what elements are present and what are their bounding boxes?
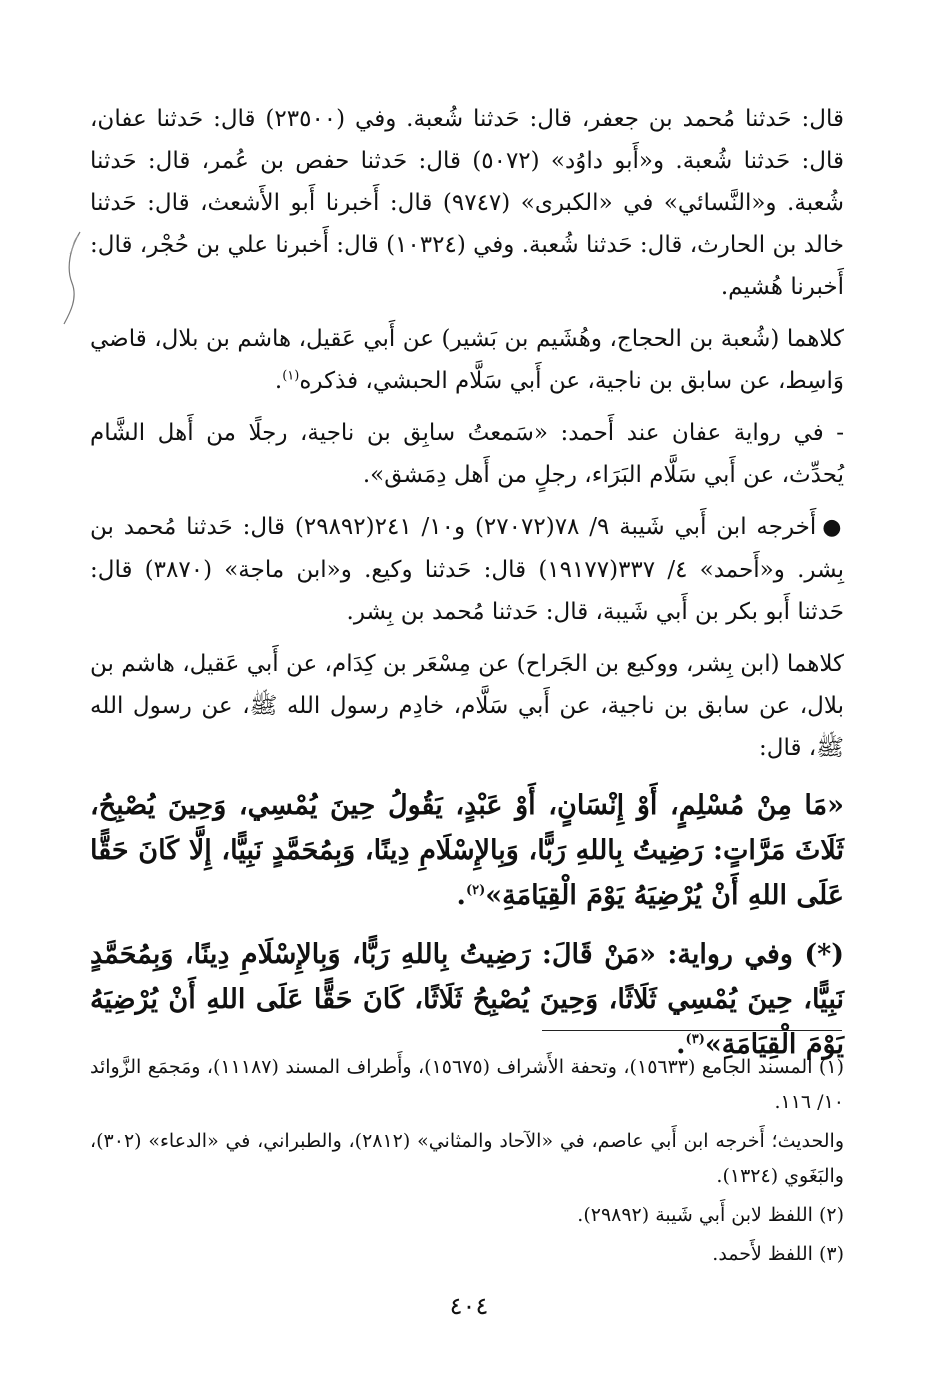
footnote-separator bbox=[542, 1030, 842, 1031]
variant-period: . bbox=[676, 1029, 686, 1060]
footnote-2: (٢) اللفظ لابن أَبي شَيبة (٢٩٨٩٢). bbox=[577, 1204, 844, 1226]
paragraph-2-period: . bbox=[274, 368, 283, 394]
footnote-ref-2: (٢) bbox=[465, 883, 486, 898]
isnad-paragraph-3: كلاهما (ابن بِشر، ووكيع بن الجَراح) عن مِسْعَر بن كِدَام، عن أَبي عَقيل، هاشم بن بلال، عن سابق بن ناجية، عن أَبي سَلَّام، خادِم رسول الله ﷺ، عن رسول الله ﷺ، قال: bbox=[90, 651, 844, 761]
footnote-ref-1: (١) bbox=[282, 368, 300, 384]
hadith-variant bbox=[90, 932, 844, 1067]
footnotes bbox=[90, 1050, 844, 1276]
paragraph-2-text: كلاهما (شُعبة بن الحجاج، وهُشَيم بن بَشير) عن أَبي عَقيل، هاشم بن بلال، قاضي وَاسِط، عن سابق بن ناجية، عن أَبي سَلَّام الحبشي، فذكره bbox=[90, 326, 844, 394]
variant-body: (*) وفي رواية: «مَنْ قَالَ: رَضِيتُ بِاللهِ رَبًّا، وَبِالإِسْلَامِ دِينًا، وَبِمُحَمَّدٍ نَبِيًّا، حِينَ يُمْسِي ثَلَاثًا، وَحِينَ يُصْبِحُ ثَلَاثًا، كَانَ حَقًّا عَلَى اللهِ أَنْ يُرْضِيَهُ يَوْمَ الْقِيَامَةِ» bbox=[90, 939, 844, 1060]
footnote-ref-3: (٣) bbox=[685, 1032, 705, 1047]
footnote-1: (١) المسند الجامع (١٥٦٣٣)، وتحفة الأَشراف (١٥٦٧٥)، وأَطراف المسند (١١١٨٧)، ومَجمَع الزَّوائد ١٠/ ١١٦. bbox=[90, 1056, 844, 1113]
takhrij-text: أَخرجه ابن أَبي شَيبة ٩/ ٧٨(٢٧٠٧٢) و١٠/ ٢٤١(٢٩٨٩٢) قال: حَدثنا مُحمد بن بِشر. و«أَحمد» ٤/ ٣٣٧(١٩١٧٧) قال: حَدثنا وكيع. و«ابن ماجة» (٣٨٧٠) قال: حَدثنا أَبو بكر بن أَبي شَيبة، قال: حَدثنا مُحمد بن بِشر. bbox=[90, 514, 844, 625]
narration-note: - في رواية عفان عند أَحمد: «سَمعتُ سابِق بن ناجية، رجلًا من أَهل الشَّام يُحدِّث، عن أَبي سَلَّام البَرَاء، رجلٍ من أَهل دِمَشق». bbox=[90, 420, 844, 488]
hadith-text bbox=[90, 783, 844, 918]
page-number: ٤٠٤ bbox=[449, 1292, 489, 1320]
isnad-paragraph-1: قال: حَدثنا مُحمد بن جعفر، قال: حَدثنا شُعبة. وفي (٢٣٥٠٠) قال: حَدثنا عفان، قال: حَدثنا شُعبة. و«أَبو داوُد» (٥٠٧٢) قال: حَدثنا حفص بن عُمر، قال: حَدثنا شُعبة. و«النَّسائي» في «الكبرى» (٩٧٤٧) قال: أَخبرنا أَبو الأَشعث، قال: حَدثنا خالد بن الحارث، قال: حَدثنا شُعبة. وفي (١٠٣٢٤) قال: أَخبرنا علي بن حُجْر، قال: أَخبرنا هُشيم. bbox=[90, 106, 845, 300]
margin-bracket-mark bbox=[58, 228, 88, 328]
bullet-icon: ● bbox=[822, 515, 845, 540]
hadith-body: «مَا مِنْ مُسْلِمٍ، أَوْ إِنْسَانٍ، أَوْ عَبْدٍ، يَقُولُ حِينَ يُمْسِي، وَحِينَ يُصْبِحُ، ثَلَاثَ مَرَّاتٍ: رَضِيتُ بِاللهِ رَبًّا، وَبِالإِسْلَامِ دِينًا، وَبِمُحَمَّدٍ نَبِيًّا، إِلَّا كَانَ حَقًّا عَلَى اللهِ أَنْ يُرْضِيَهُ يَوْمَ الْقِيَامَةِ» bbox=[90, 790, 844, 911]
takhrij-paragraph bbox=[90, 506, 844, 633]
main-text bbox=[90, 98, 844, 1077]
isnad-paragraph-2 bbox=[90, 318, 844, 402]
footnote-3: (٣) اللفظ لأَحمد. bbox=[712, 1243, 844, 1265]
footnote-1-continued: والحديث؛ أَخرجه ابن أَبي عاصم، في «الآحاد والمثاني» (٢٨١٢)، والطبراني، في «الدعاء» (٣٠٢)، والبَغَوي (١٣٢٤). bbox=[90, 1130, 844, 1187]
hadith-period: . bbox=[456, 880, 466, 911]
